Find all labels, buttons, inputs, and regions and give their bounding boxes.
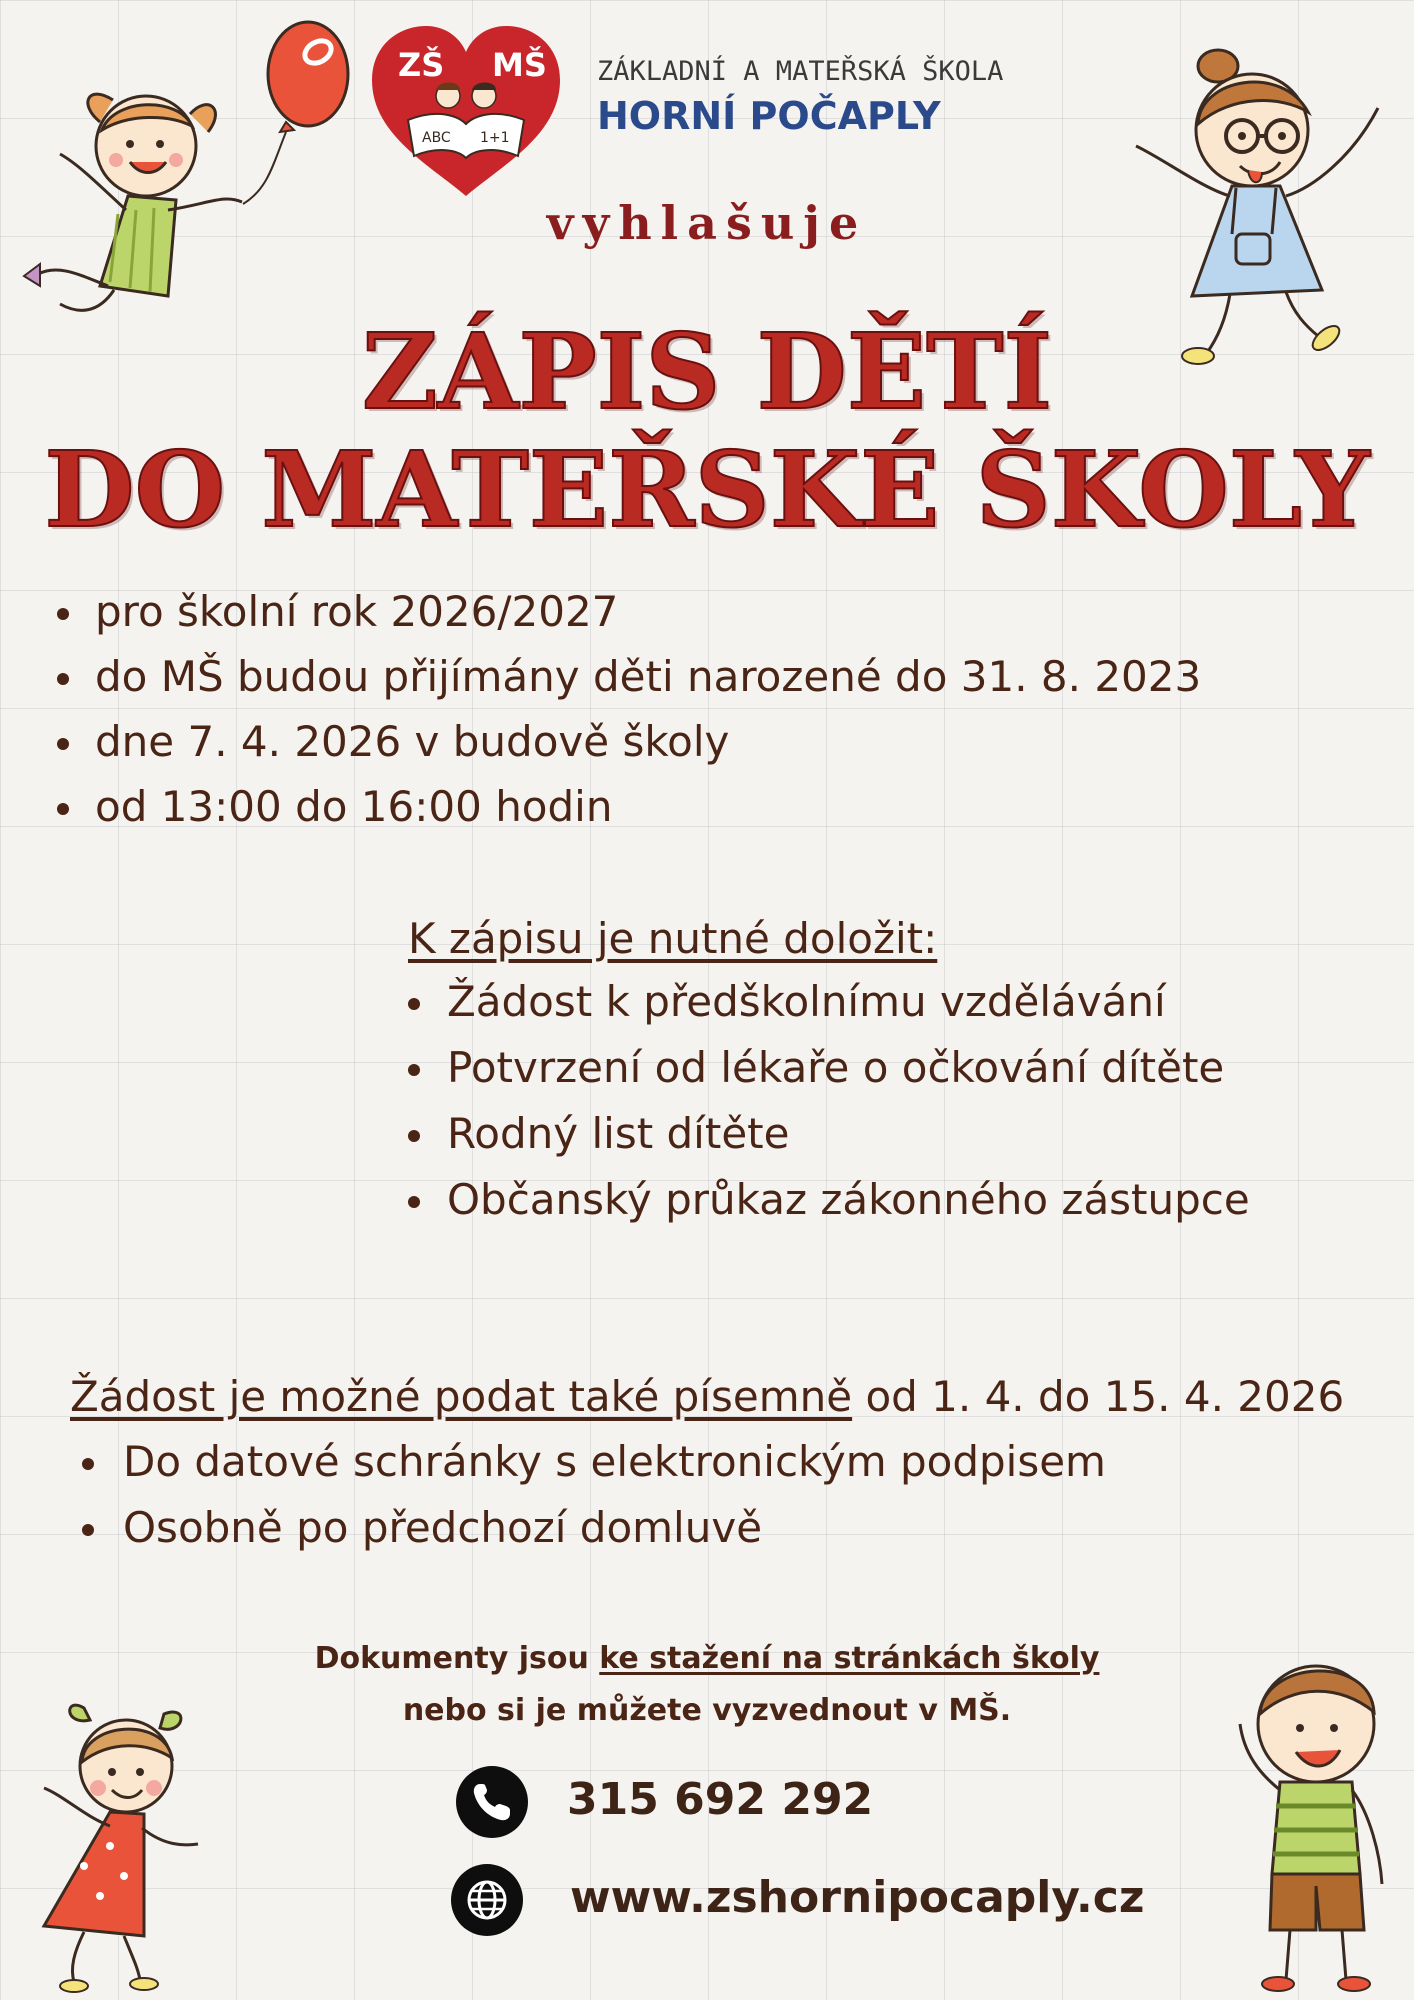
- phone-number[interactable]: 315 692 292: [567, 1774, 874, 1825]
- red-dress-girl-illustration: [14, 1696, 214, 1996]
- phone-icon: [456, 1766, 528, 1838]
- written-heading-dates: od 1. 4. do 15. 4. 2026: [852, 1372, 1345, 1421]
- documents-note-prefix: Dokumenty jsou: [314, 1641, 600, 1676]
- logo-zs-text: ZŠ: [398, 46, 445, 84]
- enrollment-info-list: [52, 586, 1201, 846]
- page-title-line2: DO MATEŘSKÉ ŠKOLY: [44, 428, 1370, 551]
- logo-ms-text: MŠ: [492, 46, 547, 84]
- required-documents-list: [402, 976, 1250, 1240]
- list-item: Občanský průkaz zákonného zástupce: [402, 1174, 1250, 1240]
- list-item: od 13:00 do 16:00 hodin: [52, 781, 1201, 846]
- written-heading-underlined: Žádost je možné podat také písemně: [70, 1372, 853, 1421]
- list-item: Do datové schránky s elektronickým podpisem: [78, 1436, 1106, 1502]
- balloon-girl-illustration: [18, 14, 358, 334]
- written-application-heading: [70, 1372, 1344, 1421]
- school-name-line1: ZÁKLADNÍ A MATEŘSKÁ ŠKOLA: [597, 56, 1004, 87]
- documents-download-link[interactable]: ke stažení na stránkách školy: [599, 1641, 1100, 1676]
- school-name-line2: HORNÍ POČAPLY: [597, 94, 941, 138]
- list-item: Žádost k předškolnímu vzdělávání: [402, 976, 1250, 1042]
- announce-text: vyhlašuje: [546, 196, 868, 250]
- school-logo-heart: [368, 24, 564, 200]
- list-item: Osobně po předchozí domluvě: [78, 1502, 1106, 1568]
- list-item: Rodný list dítěte: [402, 1108, 1250, 1174]
- page-title-line1: ZÁPIS DĚTÍ: [361, 310, 1053, 433]
- list-item: pro školní rok 2026/2027: [52, 586, 1201, 651]
- list-item: Potvrzení od lékaře o očkování dítěte: [402, 1042, 1250, 1108]
- documents-note-line2: nebo si je můžete vyzvednout v MŠ.: [402, 1693, 1012, 1728]
- written-application-list: [78, 1436, 1106, 1568]
- logo-book-right-text: 1+1: [480, 130, 510, 146]
- website-link[interactable]: www.zshornipocaply.cz: [570, 1872, 1145, 1923]
- list-item: do MŠ budou přijímány děti narozené do 31. 8. 2023: [52, 651, 1201, 716]
- logo-book-left-text: ABC: [422, 130, 451, 146]
- list-item: dne 7. 4. 2026 v budově školy: [52, 716, 1201, 781]
- documents-note-line1: [0, 1641, 1414, 1676]
- required-documents-heading: K zápisu je nutné doložit:: [408, 914, 938, 963]
- globe-icon: [451, 1864, 523, 1936]
